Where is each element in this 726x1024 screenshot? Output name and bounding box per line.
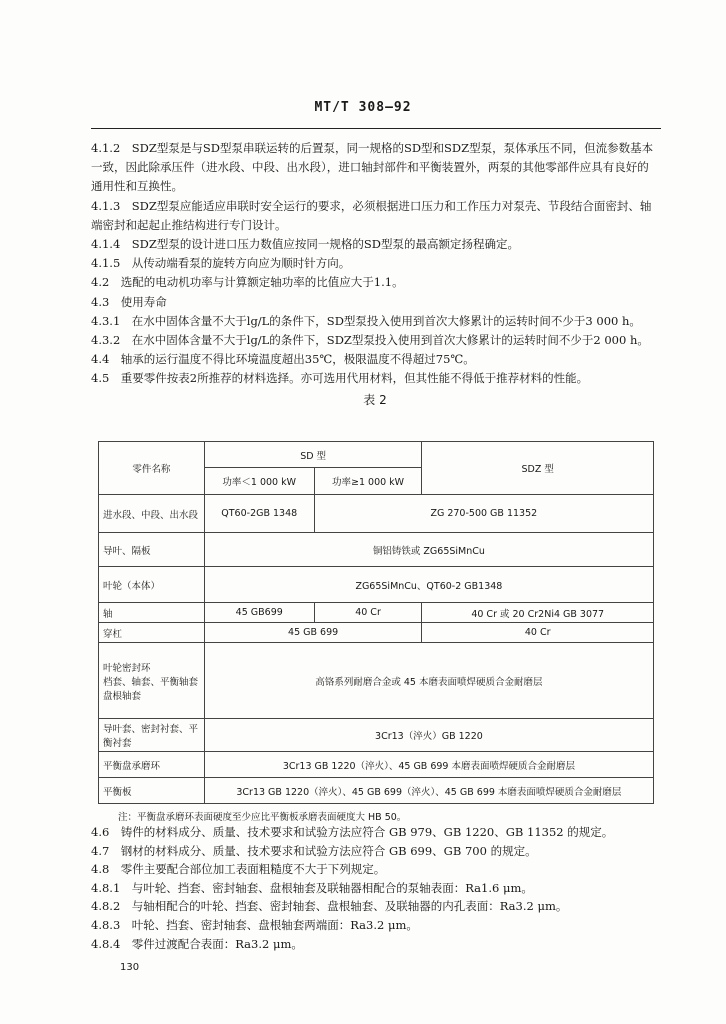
- row-value: 3Cr13 GB 1220（淬火）、45 GB 699（淬火）、45 GB 699 本磨表面喷焊硬质合金耐磨层: [204, 778, 653, 804]
- clause-4-8-1: 4.8.1 与叶轮、挡套、密封轴套、盘根轴套及联轴器相配合的泵轴表面：Ra1.6 μm。: [91, 880, 533, 895]
- header-sd-low: 功率＜1 000 kW: [204, 468, 314, 495]
- row-name: 叶轮（本体）: [99, 567, 205, 603]
- clause-4-3-2: 4.3.2 在水中固体含量不大于lg/L的条件下，SDZ型泵投入使用到首次大修累计的运转时间不少于2 000 h。: [91, 333, 649, 348]
- row-name: 导叶、隔板: [99, 533, 205, 567]
- row-value: ZG 270-500 GB 11352: [314, 495, 653, 533]
- header-sd-high: 功率≥1 000 kW: [314, 468, 422, 495]
- header-sd: SD 型: [204, 442, 422, 468]
- row-name-line: 盘根轴套: [103, 690, 142, 702]
- clause-4-1-2: 4.1.2 SDZ型泵是与SD型泵串联运转的后置泵，同一规格的SD型和SDZ型泵，泵体承压不同，但流参数基本一致，因此除承压件（进水段、中段、出水段），进口轴封部件和平衡装置外，两泵的其他零部件应具有良好的通用性和互换性。: [91, 141, 654, 194]
- page-number: 130: [120, 962, 140, 973]
- row-name: 平衡盘承磨环: [99, 752, 205, 778]
- row-value: QT60-2GB 1348: [204, 495, 314, 533]
- header-sdz: SDZ 型: [422, 442, 654, 495]
- clause-4-2: 4.2 选配的电动机功率与计算额定轴功率的比值应大于1.1。: [91, 275, 404, 290]
- row-value: 45 GB 699: [204, 623, 422, 643]
- row-name-multi: [99, 643, 205, 719]
- row-value: 40 Cr 或 20 Cr2Ni4 GB 3077: [422, 603, 654, 623]
- header-part-name: 零件名称: [99, 442, 205, 495]
- clause-4-4: 4.4 轴承的运行温度不得比环境温度超出35℃，极限温度不得超过75℃。: [91, 352, 475, 367]
- header-rule: [91, 128, 661, 129]
- row-value: 40 Cr: [422, 623, 654, 643]
- clause-4-8-3: 4.8.3 叶轮、挡套、密封轴套、盘根轴套两端面：Ra3.2 μm。: [91, 917, 418, 932]
- clause-4-3: 4.3 使用寿命: [91, 294, 167, 309]
- clause-4-3-1: 4.3.1 在水中固体含量不大于lg/L的条件下，SD型泵投入使用到首次大修累计的运转时间不少于3 000 h。: [91, 313, 641, 328]
- row-value: 45 GB699: [204, 603, 314, 623]
- row-value: 高铬系列耐磨合金或 45 本磨表面喷焊硬质合金耐磨层: [204, 643, 653, 719]
- clause-text-lower: [91, 823, 659, 953]
- row-value: 40 Cr: [314, 603, 422, 623]
- clause-4-8-4: 4.8.4 零件过渡配合表面：Ra3.2 μm。: [91, 936, 303, 951]
- clause-text-upper: [91, 139, 659, 414]
- row-value: 铜铝铸铁或 ZG65SiMnCu: [204, 533, 653, 567]
- row-value: 3Cr13 GB 1220（淬火）、45 GB 699 本磨表面喷焊硬质合金耐磨层: [204, 752, 653, 778]
- clause-4-8-2: 4.8.2 与轴相配合的叶轮、挡套、密封轴套、盘根轴套、及联轴器的内孔表面：Ra3.2 μm。: [91, 899, 568, 914]
- clause-4-1-5: 4.1.5 从传动端看泵的旋转方向应为顺时针方向。: [91, 256, 351, 271]
- clause-4-1-4: 4.1.4 SDZ型泵的设计进口压力数值应按同一规格的SD型泵的最高额定扬程确定。: [91, 237, 519, 252]
- row-name: 平衡板: [99, 778, 205, 804]
- clause-4-1-3: 4.1.3 SDZ型泵应能适应串联时安全运行的要求，必须根据进口压力和工作压力对泵壳、节段结合面密封、轴端密封和起起止推结构进行专门设计。: [91, 198, 652, 232]
- row-value: ZG65SiMnCu、QT60-2 GB1348: [204, 567, 653, 603]
- clause-4-6: 4.6 铸件的材料成分、质量、技术要求和试验方法应符合 GB 979、GB 1220、GB 11352 的规定。: [91, 825, 614, 839]
- row-name-line: 档套、轴套、平衡轴套: [103, 676, 199, 688]
- row-name: 进水段、中段、出水段: [99, 495, 205, 533]
- row-value: 3Cr13（淬火）GB 1220: [204, 719, 653, 752]
- table-note: 注：平衡盘承磨环表面硬度至少应比平衡板承磨表面硬度大 HB 50。: [118, 812, 407, 823]
- clause-4-7: 4.7 钢材的材料成分、质量、技术要求和试验方法应符合 GB 699、GB 700 的规定。: [91, 843, 537, 858]
- standard-code-header: MT/T 308—92: [314, 100, 412, 115]
- row-name: 导叶套、密封衬套、平衡衬套: [99, 719, 205, 752]
- materials-table: [98, 441, 654, 804]
- row-name-line: 叶轮密封环: [103, 662, 151, 674]
- clause-4-8: 4.8 零件主要配合部位加工表面粗糙度不大于下列规定。: [91, 862, 386, 877]
- clause-4-5: 4.5 重要零件按表2所推荐的材料选择。亦可选用代用材料，但其性能不得低于推荐材料的性能。: [91, 371, 589, 386]
- row-name: 轴: [99, 603, 205, 623]
- table-caption: 表 2: [363, 392, 387, 407]
- row-name: 穿杠: [99, 623, 205, 643]
